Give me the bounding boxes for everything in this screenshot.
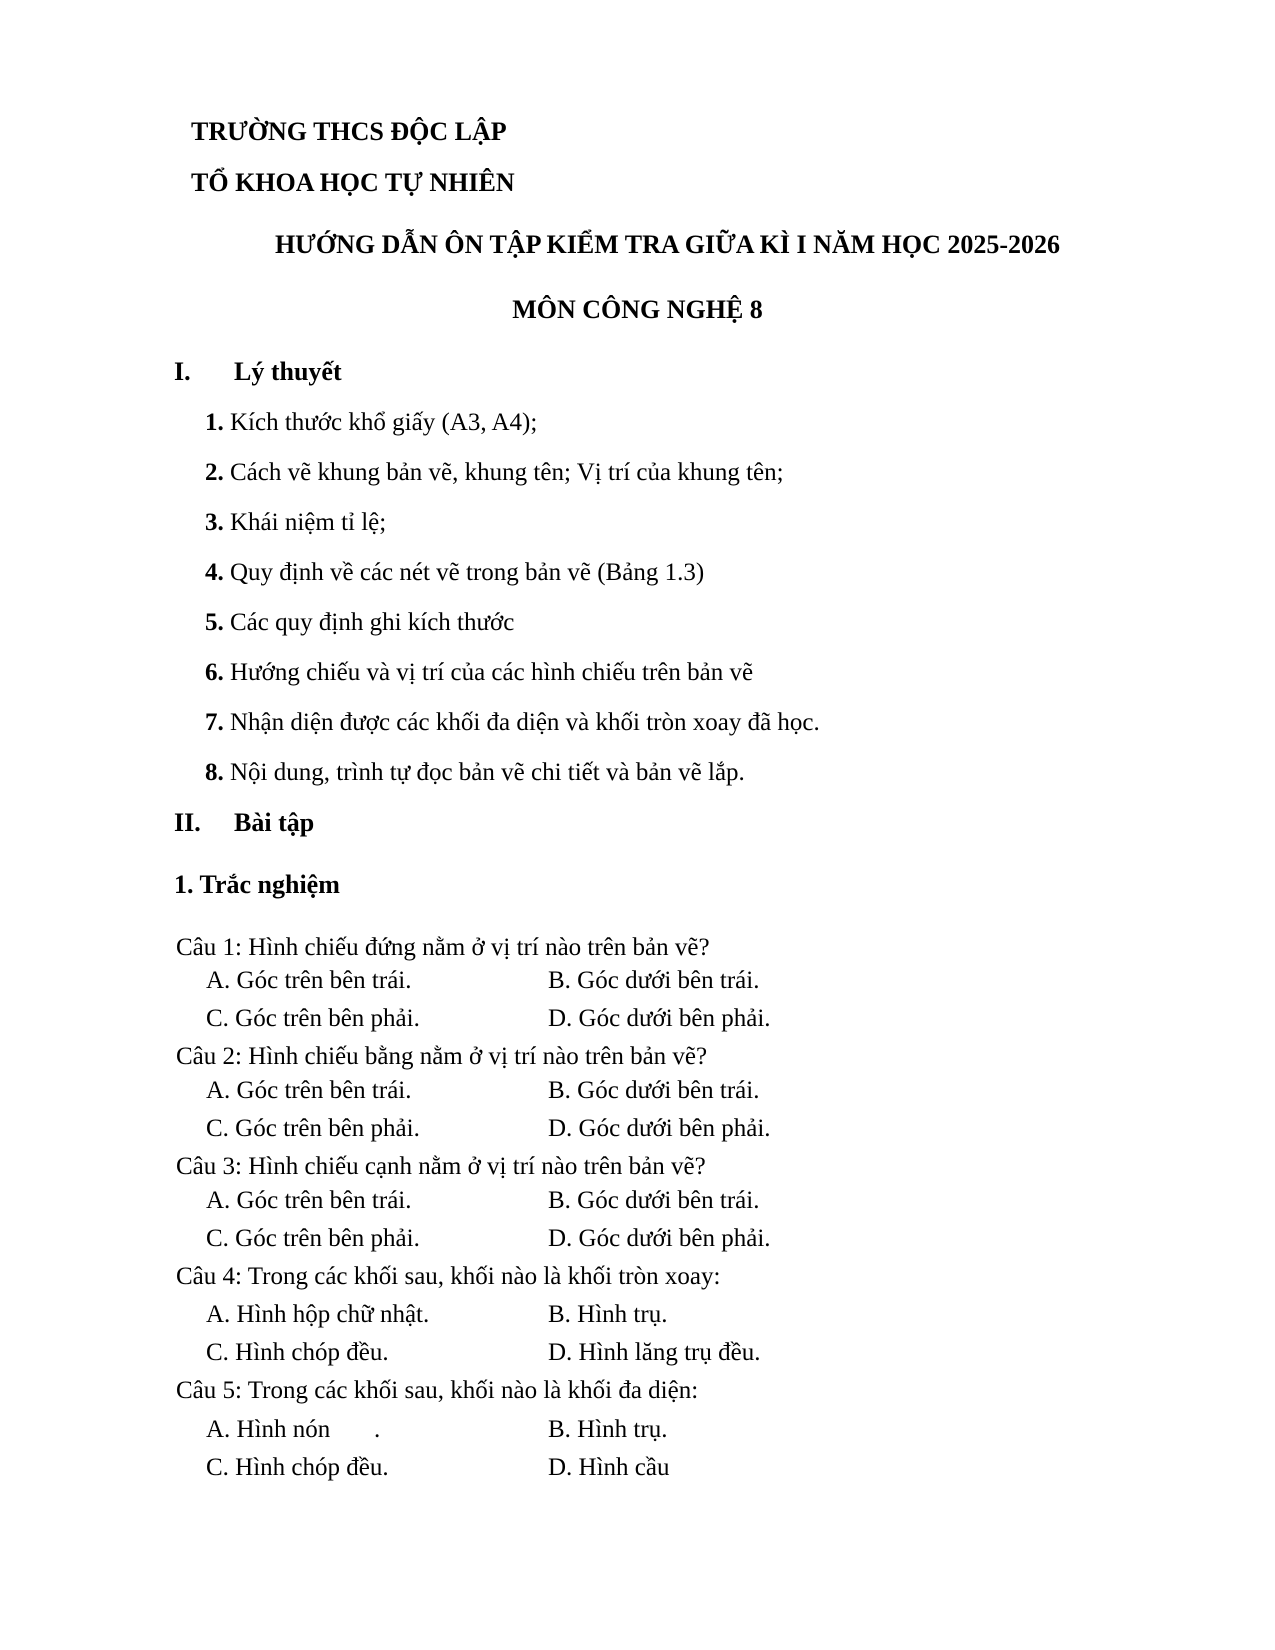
subsection-heading: 1. Trắc nghiệm <box>174 870 340 899</box>
list-item <box>205 710 820 735</box>
option-c: C. Góc trên bên phải. <box>206 1005 420 1032</box>
option-a: A. Góc trên bên trái. <box>206 967 412 994</box>
list-item <box>205 660 753 685</box>
option-d: D. Góc dưới bên phải. <box>548 1115 771 1142</box>
item-text: Cách vẽ khung bản vẽ, khung tên; Vị trí của khung tên; <box>223 459 784 486</box>
question-text: Câu 2: Hình chiếu bằng nằm ở vị trí nào trên bản vẽ? <box>176 1043 708 1070</box>
section-number: I. <box>174 357 191 386</box>
section-number: II. <box>174 808 201 837</box>
item-text: Các quy định ghi kích thước <box>223 609 515 636</box>
option-b: B. Góc dưới bên trái. <box>548 967 760 994</box>
option-b: B. Hình trụ. <box>548 1416 668 1443</box>
item-number: 5. <box>205 609 224 636</box>
item-number: 8. <box>205 759 224 786</box>
section-theory-heading <box>174 359 342 385</box>
option-d: D. Góc dưới bên phải. <box>548 1225 771 1252</box>
school-name: TRƯỜNG THCS ĐỘC LẬP <box>191 117 507 146</box>
option-a: A. Hình hộp chữ nhật. <box>206 1301 430 1328</box>
item-text: Hướng chiếu và vị trí của các hình chiếu trên bản vẽ <box>223 659 754 686</box>
option-b: B. Góc dưới bên trái. <box>548 1077 760 1104</box>
item-text: Khái niệm tỉ lệ; <box>223 509 387 536</box>
item-number: 6. <box>205 659 224 686</box>
option-a: A. Góc trên bên trái. <box>206 1187 412 1214</box>
item-number: 1. <box>205 409 224 436</box>
option-b: B. Hình trụ. <box>548 1301 668 1328</box>
list-item <box>205 610 514 635</box>
item-text: Kích thước khổ giấy (A3, A4); <box>223 409 538 436</box>
option-c: C. Góc trên bên phải. <box>206 1115 420 1142</box>
item-number: 4. <box>205 559 224 586</box>
list-item <box>205 560 704 585</box>
option-d: D. Góc dưới bên phải. <box>548 1005 771 1032</box>
question-text: Câu 5: Trong các khối sau, khối nào là khối đa diện: <box>176 1377 699 1404</box>
question-text: Câu 4: Trong các khối sau, khối nào là khối tròn xoay: <box>176 1263 721 1290</box>
section-exercise-heading <box>174 810 314 836</box>
option-a: A. Góc trên bên trái. <box>206 1077 412 1104</box>
department-name: TỔ KHOA HỌC TỰ NHIÊN <box>191 168 515 197</box>
list-item <box>205 410 537 435</box>
document-title: HƯỚNG DẪN ÔN TẬP KIỂM TRA GIỮA KÌ I NĂM HỌC 2025-2026 <box>274 230 1061 259</box>
item-number: 2. <box>205 459 224 486</box>
item-text: Nhận diện được các khối đa diện và khối tròn xoay đã học. <box>223 709 820 736</box>
question-text: Câu 3: Hình chiếu cạnh nằm ở vị trí nào trên bản vẽ? <box>176 1153 706 1180</box>
list-item <box>205 510 386 535</box>
option-d: D. Hình lăng trụ đều. <box>548 1339 761 1366</box>
subject-title: MÔN CÔNG NGHỆ 8 <box>512 295 763 324</box>
option-c: C. Hình chóp đều. <box>206 1339 389 1366</box>
option-a: A. Hình nón . <box>206 1416 381 1443</box>
item-number: 7. <box>205 709 224 736</box>
item-text: Nội dung, trình tự đọc bản vẽ chi tiết và bản vẽ lắp. <box>223 759 745 786</box>
list-item <box>205 760 745 785</box>
section-title: Bài tập <box>234 808 315 837</box>
item-number: 3. <box>205 509 224 536</box>
option-c: C. Góc trên bên phải. <box>206 1225 420 1252</box>
option-b: B. Góc dưới bên trái. <box>548 1187 760 1214</box>
list-item <box>205 460 784 485</box>
option-c: C. Hình chóp đều. <box>206 1454 389 1481</box>
item-text: Quy định về các nét vẽ trong bản vẽ (Bảng 1.3) <box>223 559 705 586</box>
section-title: Lý thuyết <box>234 357 342 386</box>
option-d: D. Hình cầu <box>548 1454 670 1481</box>
question-text: Câu 1: Hình chiếu đứng nằm ở vị trí nào trên bản vẽ? <box>176 934 710 961</box>
